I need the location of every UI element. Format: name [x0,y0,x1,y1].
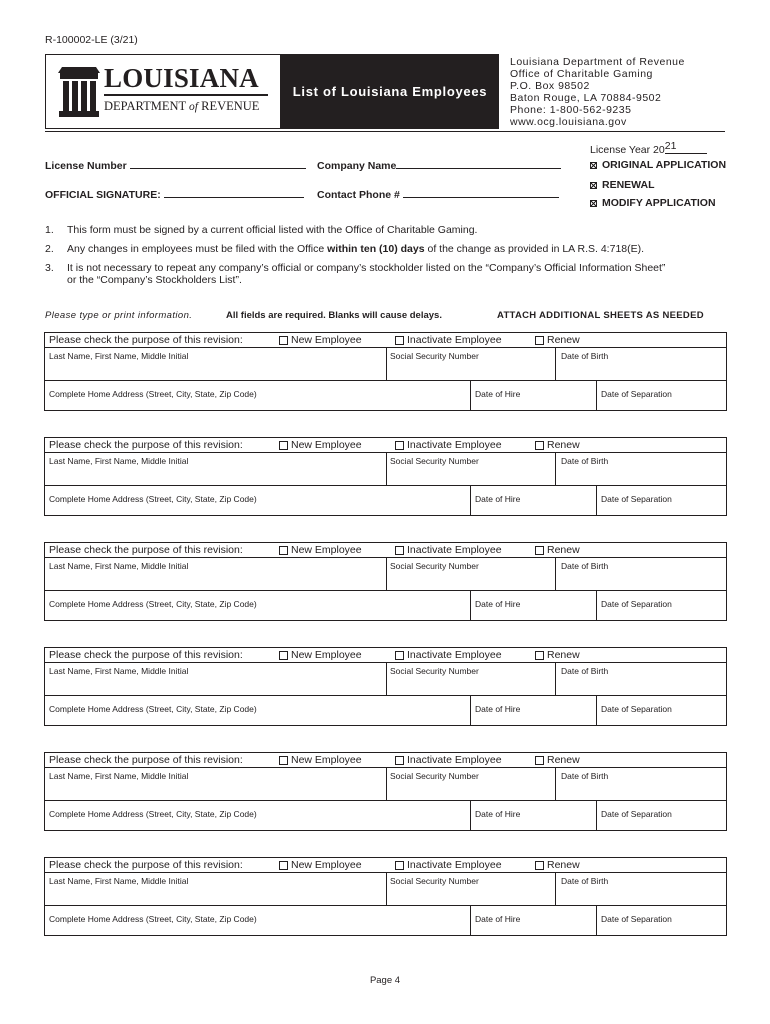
renew-label: Renew [547,649,580,661]
instruction-text: Any changes in employees must be filed with the Office within ten (10) days of the change as provided in LA R.S. 4:718(E). [67,243,645,255]
official-signature-label: OFFICIAL SIGNATURE: [45,189,161,201]
renew-label: Renew [547,754,580,766]
dob-field[interactable]: Date of Birth [561,876,609,886]
new-employee-label: New Employee [291,439,362,451]
name-field[interactable]: Last Name, First Name, Middle Initial [49,666,189,676]
new-employee-option[interactable] [279,439,362,451]
address-row [45,801,726,830]
instruction-text: It is not necessary to repeat any company’s official or company’s stockholder listed on the “Company’s Official Information Sheet” or the “Company’s Stockholders List”. [67,262,666,286]
ssn-field[interactable]: Social Security Number [390,456,479,466]
address-field[interactable]: Complete Home Address (Street, City, State, Zip Code) [49,599,257,609]
identity-row [45,453,726,486]
date-of-hire-field[interactable]: Date of Hire [475,809,521,819]
cell-divider [596,591,597,620]
ssn-field[interactable]: Social Security Number [390,351,479,361]
capitol-columns-icon [56,67,102,117]
address-field[interactable]: Complete Home Address (Street, City, State, Zip Code) [49,704,257,714]
instruction-number: 3. [45,262,54,274]
name-field[interactable]: Last Name, First Name, Middle Initial [49,876,189,886]
original-application-option[interactable] [590,159,726,171]
renew-checkbox[interactable] [535,336,544,345]
inactivate-employee-checkbox[interactable] [395,546,404,555]
identity-row [45,768,726,801]
inactivate-employee-option[interactable] [395,544,502,556]
new-employee-option[interactable] [279,544,362,556]
dob-field[interactable]: Date of Birth [561,351,609,361]
company-name-field[interactable] [317,159,561,172]
address-row [45,696,726,725]
agency-address [510,56,685,128]
cell-divider [596,381,597,410]
employee-entry-block [44,332,727,411]
date-of-separation-field[interactable]: Date of Separation [601,389,672,399]
revision-purpose-label: Please check the purpose of this revision: [49,439,243,451]
new-employee-checkbox[interactable] [279,861,288,870]
license-number-label: License Number [45,160,127,172]
renew-option[interactable] [535,439,580,451]
license-year-value: 21 [664,140,677,152]
revision-purpose-row [45,543,726,558]
inactivate-employee-label: Inactivate Employee [407,439,502,451]
original-application-checkbox[interactable] [590,162,597,169]
new-employee-option[interactable] [279,649,362,661]
renew-label: Renew [547,334,580,346]
ssn-field[interactable]: Social Security Number [390,771,479,781]
dob-field[interactable]: Date of Birth [561,771,609,781]
license-number-field[interactable] [45,159,306,172]
date-of-hire-field[interactable]: Date of Hire [475,599,521,609]
new-employee-label: New Employee [291,859,362,871]
renew-option[interactable] [535,754,580,766]
date-of-separation-field[interactable]: Date of Separation [601,809,672,819]
new-employee-label: New Employee [291,544,362,556]
inactivate-employee-checkbox[interactable] [395,756,404,765]
employee-entry-block [44,437,727,516]
identity-row [45,558,726,591]
new-employee-label: New Employee [291,334,362,346]
renewal-checkbox[interactable] [590,182,597,189]
renew-option[interactable] [535,334,580,346]
cell-divider [555,873,556,905]
cell-divider [386,873,387,905]
renew-label: Renew [547,859,580,871]
inactivate-employee-label: Inactivate Employee [407,544,502,556]
contact-phone-label: Contact Phone # [317,189,400,201]
inactivate-employee-checkbox[interactable] [395,861,404,870]
inactivate-employee-label: Inactivate Employee [407,754,502,766]
new-employee-option[interactable] [279,859,362,871]
inactivate-employee-label: Inactivate Employee [407,334,502,346]
agency-line: Office of Charitable Gaming [510,68,653,80]
revision-purpose-row [45,648,726,663]
cell-divider [386,558,387,590]
name-field[interactable]: Last Name, First Name, Middle Initial [49,771,189,781]
cell-divider [555,768,556,800]
revision-purpose-label: Please check the purpose of this revision: [49,649,243,661]
new-employee-checkbox[interactable] [279,756,288,765]
cell-divider [555,558,556,590]
new-employee-checkbox[interactable] [279,546,288,555]
cell-divider [596,696,597,725]
license-year-input[interactable] [664,140,707,154]
renew-checkbox[interactable] [535,441,544,450]
agency-line: Baton Rouge, LA 70884-9502 [510,92,662,104]
inactivate-employee-checkbox[interactable] [395,651,404,660]
identity-row [45,663,726,696]
renew-option[interactable] [535,649,580,661]
cell-divider [596,801,597,830]
revision-purpose-row [45,858,726,873]
ssn-field[interactable]: Social Security Number [390,561,479,571]
revision-purpose-label: Please check the purpose of this revision: [49,754,243,766]
inactivate-employee-checkbox[interactable] [395,441,404,450]
address-field[interactable]: Complete Home Address (Street, City, State, Zip Code) [49,389,257,399]
inactivate-employee-option[interactable] [395,439,502,451]
company-name-label: Company Name [317,160,397,172]
date-of-separation-field[interactable]: Date of Separation [601,914,672,924]
revision-purpose-label: Please check the purpose of this revision: [49,334,243,346]
address-field[interactable]: Complete Home Address (Street, City, State, Zip Code) [49,914,257,924]
header-divider [45,131,725,132]
dob-field[interactable]: Date of Birth [561,456,609,466]
address-row [45,591,726,620]
cell-divider [470,591,471,620]
logo-wordmark: LOUISIANA [104,63,259,93]
address-row [45,906,726,935]
identity-row [45,873,726,906]
revision-purpose-label: Please check the purpose of this revision: [49,859,243,871]
new-employee-option[interactable] [279,754,362,766]
renew-label: Renew [547,439,580,451]
employee-entry-block [44,647,727,726]
cell-divider [470,906,471,935]
cell-divider [386,663,387,695]
modify-application-label: MODIFY APPLICATION [602,197,716,209]
new-employee-label: New Employee [291,754,362,766]
renew-option[interactable] [535,544,580,556]
date-of-hire-field[interactable]: Date of Hire [475,494,521,504]
renew-option[interactable] [535,859,580,871]
inactivate-employee-option[interactable] [395,334,502,346]
renewal-label: RENEWAL [602,179,655,191]
cell-divider [386,453,387,485]
official-signature-field[interactable] [45,188,304,201]
cell-divider [596,486,597,515]
inactivate-employee-option[interactable] [395,649,502,661]
renew-checkbox[interactable] [535,546,544,555]
company-name-input[interactable] [396,159,561,169]
attach-note: ATTACH ADDITIONAL SHEETS AS NEEDED [497,310,704,321]
cell-divider [555,348,556,380]
cell-divider [386,348,387,380]
date-of-hire-field[interactable]: Date of Hire [475,704,521,714]
print-note: Please type or print information. [45,310,193,321]
agency-line: Phone: 1-800-562-9235 [510,104,632,116]
license-year-field[interactable] [590,140,707,156]
form-title: List of Louisiana Employees [281,54,499,129]
inactivate-employee-checkbox[interactable] [395,336,404,345]
new-employee-checkbox[interactable] [279,336,288,345]
revision-purpose-row [45,753,726,768]
date-of-separation-field[interactable]: Date of Separation [601,704,672,714]
dob-field[interactable]: Date of Birth [561,666,609,676]
license-number-input[interactable] [130,159,306,169]
ssn-field[interactable]: Social Security Number [390,666,479,676]
contact-phone-field[interactable] [317,188,559,201]
agency-website[interactable]: www.ocg.louisiana.gov [510,116,627,128]
instruction-text: This form must be signed by a current official listed with the Office of Charitable Gaming. [67,224,478,236]
revision-purpose-label: Please check the purpose of this revision: [49,544,243,556]
renew-label: Renew [547,544,580,556]
cell-divider [555,453,556,485]
new-employee-checkbox[interactable] [279,651,288,660]
employee-entry-block [44,752,727,831]
ssn-field[interactable]: Social Security Number [390,876,479,886]
address-row [45,381,726,410]
form-code: R-100002-LE (3/21) [45,34,138,46]
address-field[interactable]: Complete Home Address (Street, City, State, Zip Code) [49,809,257,819]
agency-line: Louisiana Department of Revenue [510,56,685,68]
employee-entry-block [44,542,727,621]
identity-row [45,348,726,381]
new-employee-label: New Employee [291,649,362,661]
new-employee-option[interactable] [279,334,362,346]
date-of-separation-field[interactable]: Date of Separation [601,599,672,609]
revision-purpose-row [45,333,726,348]
inactivate-employee-option[interactable] [395,754,502,766]
inactivate-employee-option[interactable] [395,859,502,871]
inactivate-employee-label: Inactivate Employee [407,859,502,871]
cell-divider [555,663,556,695]
renewal-option[interactable] [590,179,655,191]
employee-entry-block [44,857,727,936]
logo-subtitle: DEPARTMENT of REVENUE [104,99,260,113]
logo-rule [104,94,268,96]
original-application-label: ORIGINAL APPLICATION [602,159,727,171]
date-of-hire-field[interactable]: Date of Hire [475,914,521,924]
cell-divider [596,906,597,935]
license-year-label: License Year 20 [590,144,665,156]
dob-field[interactable]: Date of Birth [561,561,609,571]
address-row [45,486,726,515]
instruction-number: 1. [45,224,54,236]
name-field[interactable]: Last Name, First Name, Middle Initial [49,351,189,361]
department-logo [45,54,281,129]
cell-divider [470,486,471,515]
renew-checkbox[interactable] [535,861,544,870]
renew-checkbox[interactable] [535,651,544,660]
modify-application-checkbox[interactable] [590,200,597,207]
cell-divider [470,696,471,725]
page-number: Page 4 [369,975,401,986]
agency-line: P.O. Box 98502 [510,80,590,92]
contact-phone-input[interactable] [403,188,559,198]
cell-divider [386,768,387,800]
official-signature-input[interactable] [164,188,304,198]
date-of-separation-field[interactable]: Date of Separation [601,494,672,504]
cell-divider [470,381,471,410]
name-field[interactable]: Last Name, First Name, Middle Initial [49,561,189,571]
date-of-hire-field[interactable]: Date of Hire [475,389,521,399]
instruction-number: 2. [45,243,54,255]
revision-purpose-row [45,438,726,453]
new-employee-checkbox[interactable] [279,441,288,450]
modify-application-option[interactable] [590,197,716,209]
inactivate-employee-label: Inactivate Employee [407,649,502,661]
address-field[interactable]: Complete Home Address (Street, City, State, Zip Code) [49,494,257,504]
cell-divider [470,801,471,830]
required-note: All fields are required. Blanks will cause delays. [226,310,442,321]
renew-checkbox[interactable] [535,756,544,765]
name-field[interactable]: Last Name, First Name, Middle Initial [49,456,189,466]
